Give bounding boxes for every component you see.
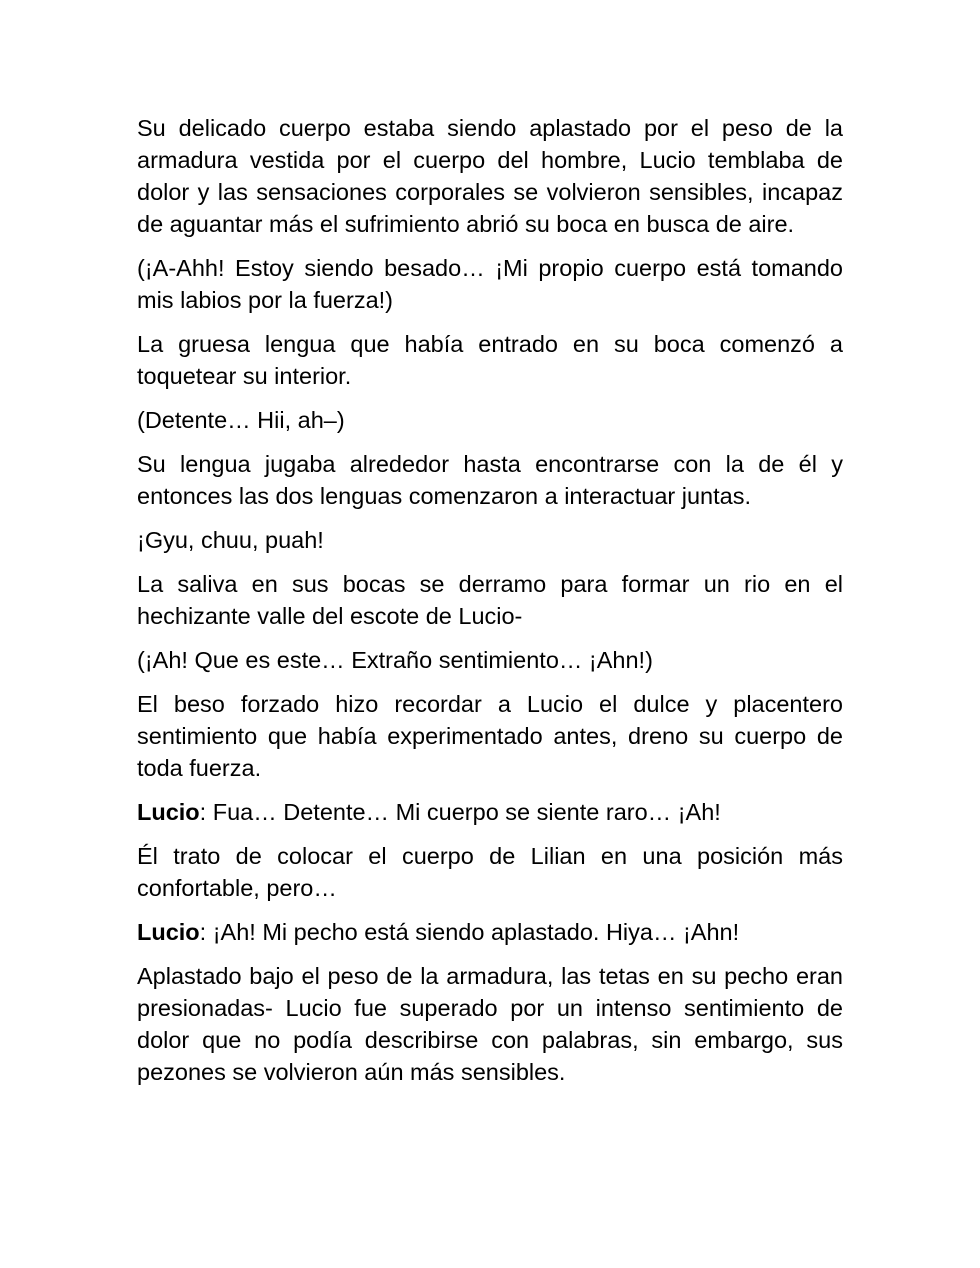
dialogue-text: : Fua… Detente… Mi cuerpo se siente raro… ¡Ah!: [199, 799, 721, 825]
paragraph: La saliva en sus bocas se derramo para formar un rio en el hechizante valle del escote de Lucio-: [137, 571, 843, 629]
paragraph: Él trato de colocar el cuerpo de Lilian en una posición más confortable, pero…: [137, 843, 843, 901]
paragraph: Su lengua jugaba alrededor hasta encontrarse con la de él y entonces las dos lenguas comenzaron a interactuar juntas.: [137, 451, 843, 509]
speaker-name: Lucio: [137, 799, 200, 825]
paragraph: Aplastado bajo el peso de la armadura, las tetas en su pecho eran presionadas- Lucio fue superado por un intenso sentimiento de dolor que no podía describirse con palabras, sin embargo, sus pezones se volvieron aún más sensibles.: [137, 963, 843, 1085]
dialogue-line: [137, 916, 843, 948]
document-page: [137, 112, 843, 1100]
paragraph: Su delicado cuerpo estaba siendo aplastado por el peso de la armadura vestida por el cuerpo del hombre, Lucio temblaba de dolor y las sensaciones corporales se volvieron sensibles, incapaz de aguantar más el sufrimiento abrió su boca en busca de aire.: [137, 115, 843, 237]
paragraph: (Detente… Hii, ah–): [137, 407, 345, 433]
paragraph: El beso forzado hizo recordar a Lucio el dulce y placentero sentimiento que había experimentado antes, dreno su cuerpo de toda fuerza.: [137, 691, 843, 781]
dialogue-text: : ¡Ah! Mi pecho está siendo aplastado. Hiya… ¡Ahn!: [199, 919, 740, 945]
paragraph: (¡Ah! Que es este… Extraño sentimiento… ¡Ahn!): [137, 647, 653, 673]
speaker-name: Lucio: [137, 919, 200, 945]
paragraph: (¡A-Ahh! Estoy siendo besado… ¡Mi propio cuerpo está tomando mis labios por la fuerza!): [137, 255, 843, 313]
paragraph: La gruesa lengua que había entrado en su boca comenzó a toquetear su interior.: [137, 331, 843, 389]
dialogue-line: [137, 796, 843, 828]
paragraph: ¡Gyu, chuu, puah!: [137, 527, 324, 553]
